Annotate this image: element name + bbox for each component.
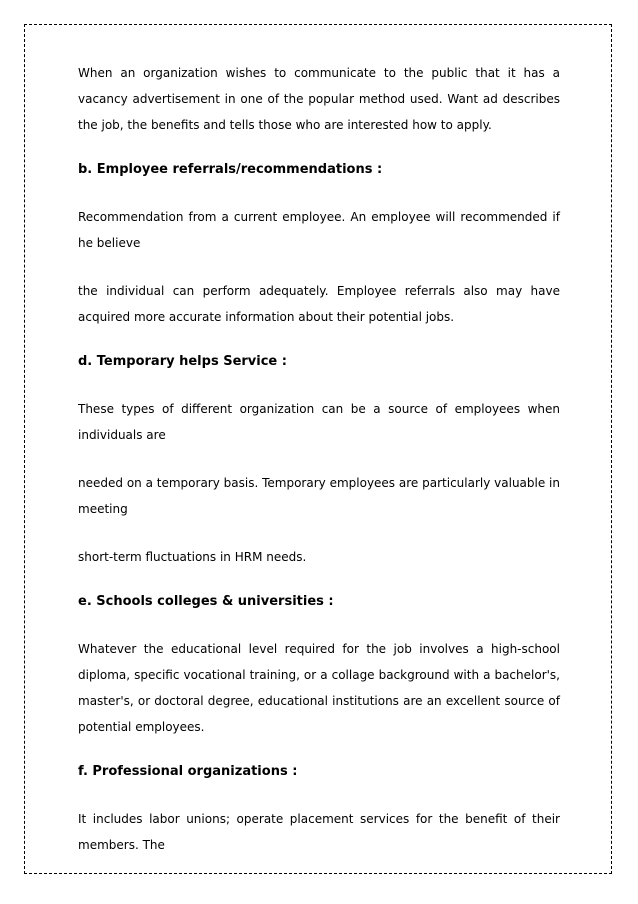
paragraph: Recommendation from a current employee. An employee will recommended if he believe <box>78 210 560 250</box>
paragraph: It includes labor unions; operate placement services for the benefit of their members. The <box>78 812 560 852</box>
paragraph: Whatever the educational level required for the job involves a high-school diploma, specific vocational training, or a collage background with a bachelor's, master's, or doctoral degree, educational institutions are an excellent source of potential employees. <box>78 642 560 734</box>
document-body <box>78 60 560 858</box>
paragraph: short-term fluctuations in HRM needs. <box>78 550 307 564</box>
section-heading-temporary-helps: d. Temporary helps Service : <box>78 354 287 369</box>
section-heading-professional-organizations: f. Professional organizations : <box>78 764 298 779</box>
paragraph: needed on a temporary basis. Temporary employees are particularly valuable in meeting <box>78 476 560 516</box>
paragraph: These types of different organization can be a source of employees when individuals are <box>78 402 560 442</box>
intro-paragraph: When an organization wishes to communicate to the public that it has a vacancy advertisement in one of the popular method used. Want ad describes the job, the benefits and tells those who are interested how to apply. <box>78 66 560 132</box>
paragraph: the individual can perform adequately. Employee referrals also may have acquired more accurate information about their potential jobs. <box>78 284 560 324</box>
section-heading-employee-referrals: b. Employee referrals/recommendations : <box>78 162 383 177</box>
section-heading-schools-colleges: e. Schools colleges & universities : <box>78 594 334 609</box>
